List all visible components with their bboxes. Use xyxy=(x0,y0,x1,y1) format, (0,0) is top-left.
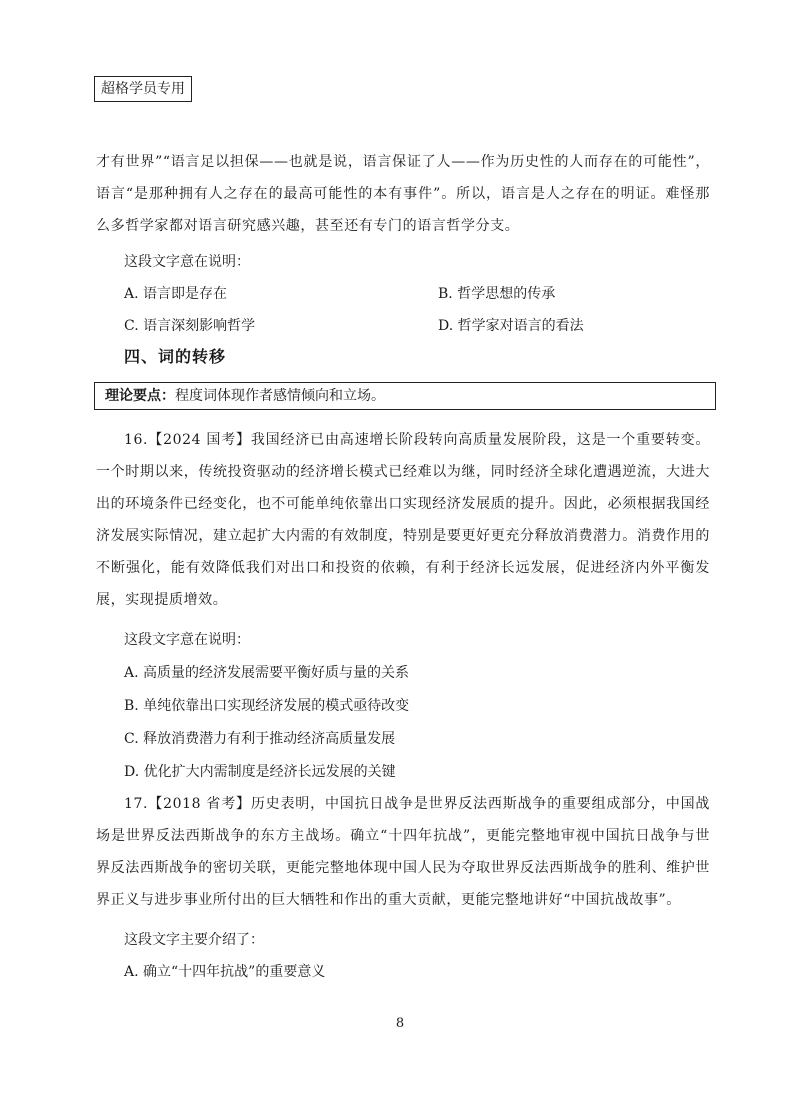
q16-option-d: D. 优化扩大内需制度是经济长远发展的关键 xyxy=(124,764,396,780)
q16-option-b: B. 单纯依靠出口实现经济发展的模式亟待改变 xyxy=(124,698,410,714)
section-heading: 四、词的转移 xyxy=(124,347,227,366)
paragraph-1: 才有世界”“语言足以担保——也就是说，语言保证了人——作为历史性的人而存在的可能性”，语言“是那种拥有人之存在的最高可能性的本有事件”。所以，语言是人之存在的明证。难怪那么多哲学家都对语言研究感兴趣，甚至还有专门的语言哲学分支。 xyxy=(96,154,710,234)
q16-prompt: 这段文字意在说明： xyxy=(124,632,250,648)
header-tag: 超格学员专用 xyxy=(94,76,192,102)
q17-option-a: A. 确立“十四年抗战”的重要意义 xyxy=(124,964,326,980)
theory-text: 程度词体现作者感情倾向和立场。 xyxy=(175,388,385,404)
q1-option-a: A. 语言即是存在 xyxy=(124,286,228,302)
theory-label: 理论要点： xyxy=(105,388,175,404)
q1-prompt: 这段文字意在说明： xyxy=(124,254,250,270)
theory-box xyxy=(94,382,716,410)
q16-option-c: C. 释放消费潜力有利于推动经济高质量发展 xyxy=(124,731,396,747)
q1-option-c: C. 语言深刻影响哲学 xyxy=(124,318,256,334)
q16-option-a: A. 高质量的经济发展需要平衡好质与量的关系 xyxy=(124,665,410,681)
q17-text: 17.【2018 省考】历史表明，中国抗日战争是世界反法西斯战争的重要组成部分，中国战场是世界反法西斯战争的东方主战场。确立“十四年抗战”，更能完整地审视中国抗日战争与世界反法西斯战争的密切关联，更能完整地体现中国人民为夺取世界反法西斯战争的胜利、维护世界正义与进步事业所付出的巨大牺牲和作出的重大贡献，更能完整地讲好“中国抗战故事”。 xyxy=(96,796,710,908)
q1-option-d: D. 哲学家对语言的看法 xyxy=(438,318,584,334)
q17-prompt: 这段文字主要介绍了： xyxy=(124,932,264,948)
q1-option-b: B. 哲学思想的传承 xyxy=(438,286,556,302)
page-number: 8 xyxy=(395,1016,405,1031)
q16-text: 16.【2024 国考】我国经济已由高速增长阶段转向高质量发展阶段，这是一个重要转变。一个时期以来，传统投资驱动的经济增长模式已经难以为继，同时经济全球化遭遇逆流，大进大出的环境条件已经变化，也不可能单纯依靠出口实现经济发展质的提升。因此，必须根据我国经济发展实际情况，建立起扩大内需的有效制度，特别是要更好更充分释放消费潜力。消费作用的不断强化，能有效降低我们对出口和投资的依赖，有利于经济长远发展，促进经济内外平衡发展，实现提质增效。 xyxy=(96,432,710,608)
